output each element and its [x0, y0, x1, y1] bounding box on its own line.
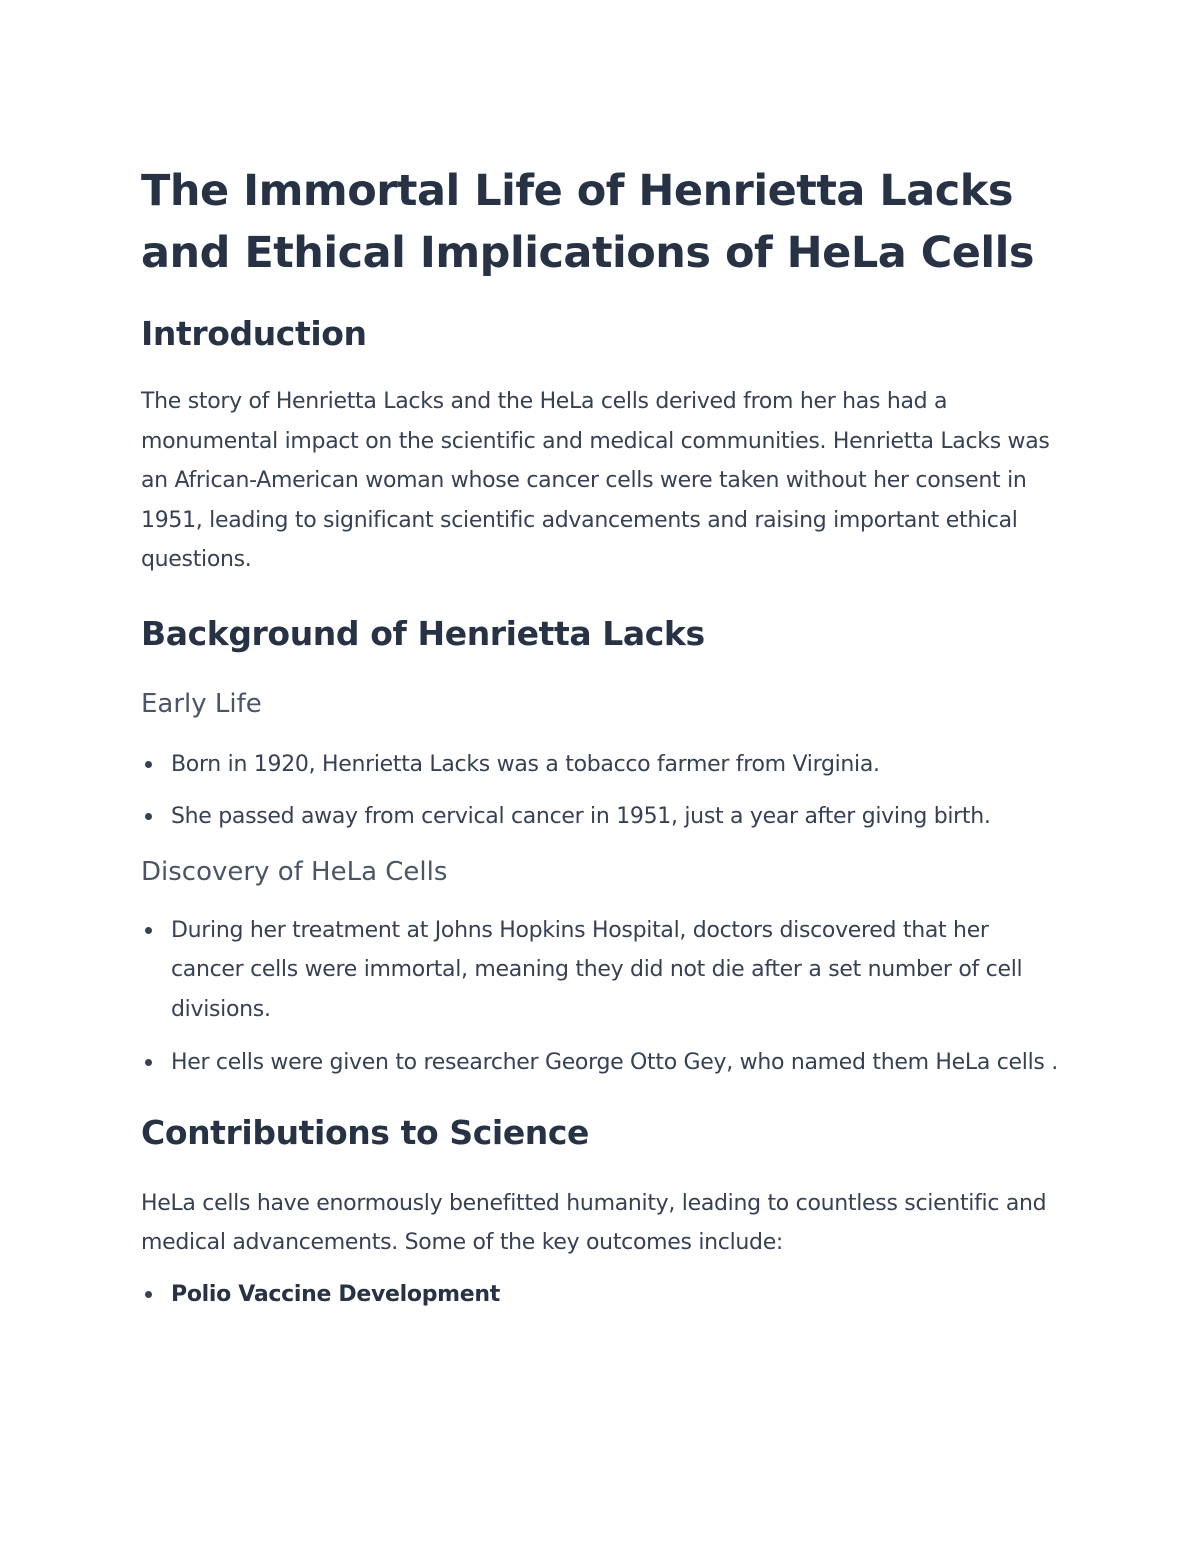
bullet-icon — [145, 761, 152, 768]
bullet-icon — [145, 1291, 152, 1298]
early-life-list — [141, 745, 1061, 837]
document-page — [141, 160, 1061, 1314]
list-item — [141, 1043, 1061, 1083]
contributions-heading: Contributions to Science — [141, 1112, 590, 1152]
document-title-line-1: The Immortal Life of Henrietta Lacks — [141, 166, 1013, 216]
introduction-paragraph: The story of Henrietta Lacks and the HeLa cells derived from her has had a monumental impact on the scientific and medical communities. Henrietta Lacks was an African-American woman whose cancer cells were taken without her consent in 1951, leading to significant scientific advancements and raising important ethical questions. — [141, 389, 1050, 572]
list-item-text: Her cells were given to researcher George Otto Gey, who named them HeLa cells . — [171, 1050, 1058, 1075]
list-item — [141, 911, 1061, 1030]
list-item — [141, 745, 1061, 785]
bullet-icon — [145, 1059, 152, 1066]
bullet-icon — [145, 927, 152, 934]
list-item-text: Polio Vaccine Development — [171, 1281, 500, 1307]
early-life-heading: Early Life — [141, 688, 262, 719]
list-item — [141, 797, 1061, 837]
list-item-text: She passed away from cervical cancer in 1951, just a year after giving birth. — [171, 804, 991, 829]
background-heading: Background of Henrietta Lacks — [141, 613, 705, 653]
list-item-text: Born in 1920, Henrietta Lacks was a tobacco farmer from Virginia. — [171, 751, 880, 777]
discovery-list — [141, 911, 1061, 1083]
bullet-icon — [145, 813, 152, 820]
contributions-paragraph: HeLa cells have enormously benefitted humanity, leading to countless scientific and medical advancements. Some of the key outcomes include: — [141, 1190, 1047, 1255]
contributions-list — [141, 1275, 1061, 1315]
discovery-heading: Discovery of HeLa Cells — [141, 856, 448, 887]
document-title — [141, 160, 1061, 284]
list-item — [141, 1275, 1061, 1315]
introduction-heading: Introduction — [141, 314, 367, 353]
document-title-line-2: and Ethical Implications of HeLa Cells — [141, 228, 1035, 278]
list-item-text: During her treatment at Johns Hopkins Hospital, doctors discovered that her cancer cells were immortal, meaning they did not die after a set number of cell divisions. — [171, 917, 1023, 1022]
